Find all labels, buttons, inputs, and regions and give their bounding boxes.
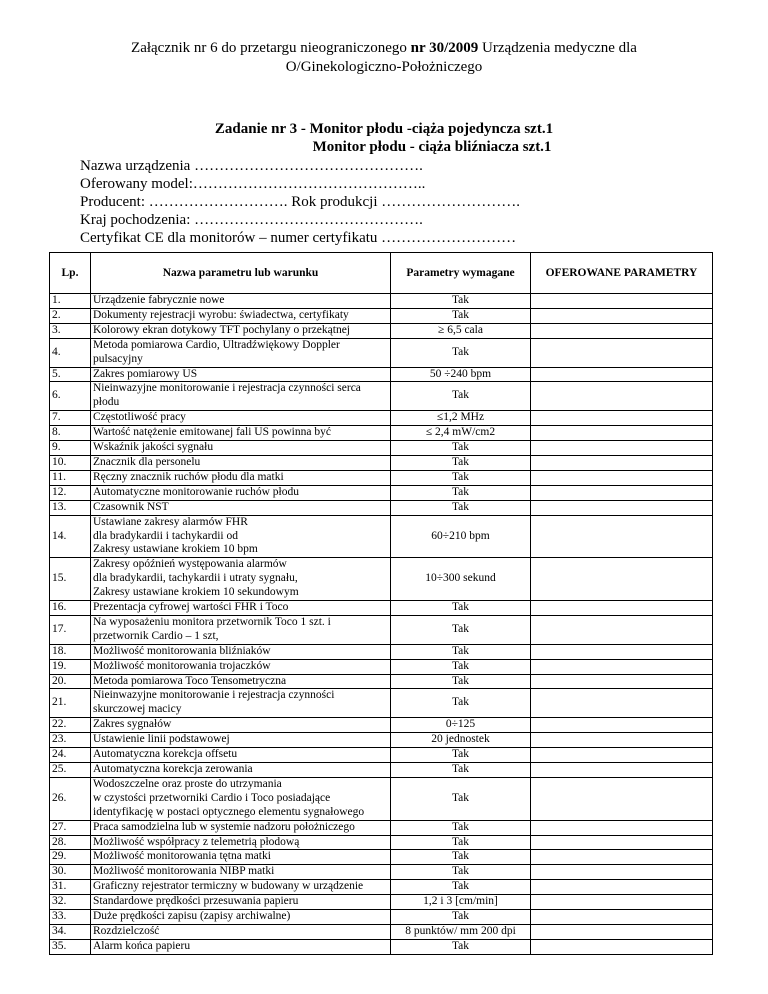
parameter-name: Nieinwazyjne monitorowanie i rejestracja czynności skurczowej macicy (91, 689, 391, 718)
required-value: Tak (391, 910, 531, 925)
parameter-name: Praca samodzielna lub w systemie nadzoru położniczego (91, 820, 391, 835)
table-row (50, 441, 713, 456)
required-value: 60÷210 bpm (391, 515, 531, 558)
parameter-name: Automatyczna korekcja zerowania (91, 763, 391, 778)
required-value: Tak (391, 835, 531, 850)
required-value: Tak (391, 470, 531, 485)
table-row (50, 820, 713, 835)
row-number: 9. (50, 441, 91, 456)
parameter-name: Możliwość monitorowania NIBP matki (91, 865, 391, 880)
certificate-field: Certyfikat CE dla monitorów – numer certyfikatu ……………………… (80, 230, 517, 246)
table-row (50, 367, 713, 382)
offered-value-cell (531, 558, 713, 601)
required-value: 0÷125 (391, 718, 531, 733)
offered-value-cell (531, 615, 713, 644)
offered-value-cell (531, 895, 713, 910)
required-value: Tak (391, 441, 531, 456)
required-value: 8 punktów/ mm 200 dpi (391, 924, 531, 939)
row-number: 14. (50, 515, 91, 558)
offered-value-cell (531, 470, 713, 485)
required-value: Tak (391, 500, 531, 515)
row-number: 13. (50, 500, 91, 515)
table-row (50, 850, 713, 865)
table-row (50, 865, 713, 880)
parameter-name: Nieinwazyjne monitorowanie i rejestracja czynności serca płodu (91, 382, 391, 411)
table-row (50, 777, 713, 820)
table-row (50, 323, 713, 338)
table-row (50, 485, 713, 500)
offered-value-cell (531, 763, 713, 778)
table-row (50, 601, 713, 616)
row-number: 25. (50, 763, 91, 778)
parameter-name: Możliwość monitorowania tętna matki (91, 850, 391, 865)
table-row (50, 294, 713, 309)
required-value: 20 jednostek (391, 733, 531, 748)
required-value: Tak (391, 294, 531, 309)
parameter-name: Dokumenty rejestracji wyrobu: świadectwa, certyfikaty (91, 308, 391, 323)
parameter-name: Ręczny znacznik ruchów płodu dla matki (91, 470, 391, 485)
offered-value-cell (531, 308, 713, 323)
offered-value-cell (531, 294, 713, 309)
model-field: Oferowany model:……………………………………….. (80, 176, 426, 192)
required-value: Tak (391, 644, 531, 659)
table-row (50, 426, 713, 441)
table-row (50, 615, 713, 644)
offered-value-cell (531, 924, 713, 939)
parameter-name: Zakres pomiarowy US (91, 367, 391, 382)
parameter-name: Czasownik NST (91, 500, 391, 515)
row-number: 19. (50, 659, 91, 674)
required-value: Tak (391, 338, 531, 367)
offered-value-cell (531, 500, 713, 515)
table-row (50, 470, 713, 485)
row-number: 4. (50, 338, 91, 367)
offered-value-cell (531, 820, 713, 835)
parameter-name: Automatyczna korekcja offsetu (91, 748, 391, 763)
parameters-table (49, 252, 713, 955)
required-value: Tak (391, 601, 531, 616)
row-number: 6. (50, 382, 91, 411)
table-row (50, 763, 713, 778)
required-value: Tak (391, 615, 531, 644)
required-value: Tak (391, 689, 531, 718)
required-value: Tak (391, 850, 531, 865)
row-number: 10. (50, 455, 91, 470)
offered-value-cell (531, 674, 713, 689)
parameter-name: Metoda pomiarowa Cardio, Ultradźwiękowy Doppler pulsacyjny (91, 338, 391, 367)
required-value: Tak (391, 748, 531, 763)
task-title-line-2: Monitor płodu - ciąża bliźniacza szt.1 (312, 139, 552, 155)
required-value: Tak (391, 763, 531, 778)
row-number: 22. (50, 718, 91, 733)
offered-value-cell (531, 455, 713, 470)
parameter-name: Urządzenie fabrycznie nowe (91, 294, 391, 309)
table-row (50, 895, 713, 910)
table-header-row (50, 253, 713, 294)
required-value: Tak (391, 485, 531, 500)
parameter-name: Kolorowy ekran dotykowy TFT pochylany o przekątnej (91, 323, 391, 338)
document-header (0, 39, 768, 77)
offered-value-cell (531, 367, 713, 382)
row-number: 3. (50, 323, 91, 338)
required-value: 1,2 i 3 [cm/min] (391, 895, 531, 910)
row-number: 34. (50, 924, 91, 939)
offered-value-cell (531, 601, 713, 616)
row-number: 24. (50, 748, 91, 763)
required-value: Tak (391, 455, 531, 470)
table-row (50, 733, 713, 748)
row-number: 7. (50, 411, 91, 426)
task-title-line-1: Zadanie nr 3 - Monitor płodu -ciąża pojedyncza szt.1 (214, 121, 554, 137)
row-number: 17. (50, 615, 91, 644)
header-line-1: Załącznik nr 6 do przetargu nieograniczonego nr 30/2009 Urządzenia medyczne dla (131, 40, 637, 56)
required-value: Tak (391, 674, 531, 689)
row-number: 21. (50, 689, 91, 718)
task-title (0, 120, 768, 156)
parameter-name: Zakresy opóźnień występowania alarmów dla bradykardii, tachykardii i utraty sygnału, Zakresy ustawiane krokiem 10 sekundowym (91, 558, 391, 601)
row-number: 1. (50, 294, 91, 309)
row-number: 12. (50, 485, 91, 500)
header-parameter-name: Nazwa parametru lub warunku (91, 253, 391, 294)
table-row (50, 835, 713, 850)
row-number: 18. (50, 644, 91, 659)
required-value: Tak (391, 880, 531, 895)
parameter-name: Wartość natężenie emitowanej fali US powinna być (91, 426, 391, 441)
table-row (50, 880, 713, 895)
offered-value-cell (531, 441, 713, 456)
row-number: 15. (50, 558, 91, 601)
parameter-name: Automatyczne monitorowanie ruchów płodu (91, 485, 391, 500)
offered-value-cell (531, 485, 713, 500)
required-value: Tak (391, 659, 531, 674)
table-row (50, 644, 713, 659)
table-row (50, 659, 713, 674)
table-row (50, 910, 713, 925)
parameter-name: Możliwość współpracy z telemetrią płodową (91, 835, 391, 850)
tender-number: nr 30/2009 (410, 40, 479, 56)
row-number: 31. (50, 880, 91, 895)
offered-value-cell (531, 880, 713, 895)
offered-value-cell (531, 718, 713, 733)
required-value: Tak (391, 308, 531, 323)
row-number: 23. (50, 733, 91, 748)
table-row (50, 924, 713, 939)
offered-value-cell (531, 910, 713, 925)
offered-value-cell (531, 515, 713, 558)
table-row (50, 411, 713, 426)
table-row (50, 939, 713, 954)
row-number: 20. (50, 674, 91, 689)
offered-value-cell (531, 644, 713, 659)
offered-value-cell (531, 426, 713, 441)
table-row (50, 674, 713, 689)
row-number: 2. (50, 308, 91, 323)
parameter-name: Duże prędkości zapisu (zapisy archiwalne) (91, 910, 391, 925)
offered-value-cell (531, 382, 713, 411)
row-number: 33. (50, 910, 91, 925)
required-value: Tak (391, 820, 531, 835)
required-value: Tak (391, 939, 531, 954)
offered-value-cell (531, 689, 713, 718)
table-row (50, 718, 713, 733)
producer-field: Producent: ………………………. Rok produkcji ………………………. (80, 194, 520, 210)
offered-value-cell (531, 835, 713, 850)
parameter-name: Zakres sygnałów (91, 718, 391, 733)
table-body (50, 294, 713, 955)
offered-value-cell (531, 939, 713, 954)
parameter-name: Możliwość monitorowania bliźniaków (91, 644, 391, 659)
parameter-name: Prezentacja cyfrowej wartości FHR i Toco (91, 601, 391, 616)
required-value: ≤ 2,4 mW/cm2 (391, 426, 531, 441)
offered-value-cell (531, 865, 713, 880)
required-value: 50 ÷240 bpm (391, 367, 531, 382)
parameter-name: Na wyposażeniu monitora przetwornik Toco 1 szt. i przetwornik Cardio – 1 szt, (91, 615, 391, 644)
parameter-name: Standardowe prędkości przesuwania papieru (91, 895, 391, 910)
device-fields (80, 157, 720, 247)
offered-value-cell (531, 777, 713, 820)
offered-value-cell (531, 411, 713, 426)
table-row (50, 382, 713, 411)
offered-value-cell (531, 748, 713, 763)
parameter-name: Graficzny rejestrator termiczny w budowany w urządzenie (91, 880, 391, 895)
row-number: 8. (50, 426, 91, 441)
row-number: 29. (50, 850, 91, 865)
row-number: 28. (50, 835, 91, 850)
table-row (50, 308, 713, 323)
row-number: 5. (50, 367, 91, 382)
table-row (50, 689, 713, 718)
table-row (50, 748, 713, 763)
header-line-2: O/Ginekologiczno-Położniczego (285, 59, 483, 75)
required-value: ≥ 6,5 cala (391, 323, 531, 338)
row-number: 35. (50, 939, 91, 954)
table-row (50, 455, 713, 470)
row-number: 11. (50, 470, 91, 485)
header-required: Parametry wymagane (391, 253, 531, 294)
table-row (50, 558, 713, 601)
table-row (50, 338, 713, 367)
required-value: Tak (391, 777, 531, 820)
header-lp: Lp. (50, 253, 91, 294)
table-row (50, 515, 713, 558)
parameter-name: Wodoszczelne oraz proste do utrzymania w czystości przetworniki Cardio i Toco posiadające identyfikację w postaci optycznego elementu sygnałowego (91, 777, 391, 820)
required-value: ≤1,2 MHz (391, 411, 531, 426)
parameter-name: Alarm końca papieru (91, 939, 391, 954)
required-value: Tak (391, 865, 531, 880)
row-number: 30. (50, 865, 91, 880)
parameter-name: Rozdzielczość (91, 924, 391, 939)
offered-value-cell (531, 659, 713, 674)
parameter-name: Metoda pomiarowa Toco Tensometryczna (91, 674, 391, 689)
table-row (50, 500, 713, 515)
country-field: Kraj pochodzenia: ………………………………………. (80, 212, 423, 228)
parameter-name: Możliwość monitorowania trojaczków (91, 659, 391, 674)
row-number: 16. (50, 601, 91, 616)
row-number: 32. (50, 895, 91, 910)
offered-value-cell (531, 323, 713, 338)
offered-value-cell (531, 850, 713, 865)
row-number: 26. (50, 777, 91, 820)
device-name-field: Nazwa urządzenia ………………………………………. (80, 158, 423, 174)
parameter-name: Znacznik dla personelu (91, 455, 391, 470)
parameter-name: Ustawiane zakresy alarmów FHR dla bradykardii i tachykardii od Zakresy ustawiane krokiem 10 bpm (91, 515, 391, 558)
parameter-name: Wskaźnik jakości sygnału (91, 441, 391, 456)
parameter-name: Ustawienie linii podstawowej (91, 733, 391, 748)
required-value: Tak (391, 382, 531, 411)
parameter-name: Częstotliwość pracy (91, 411, 391, 426)
header-offered: OFEROWANE PARAMETRY (531, 253, 713, 294)
offered-value-cell (531, 733, 713, 748)
required-value: 10÷300 sekund (391, 558, 531, 601)
row-number: 27. (50, 820, 91, 835)
offered-value-cell (531, 338, 713, 367)
